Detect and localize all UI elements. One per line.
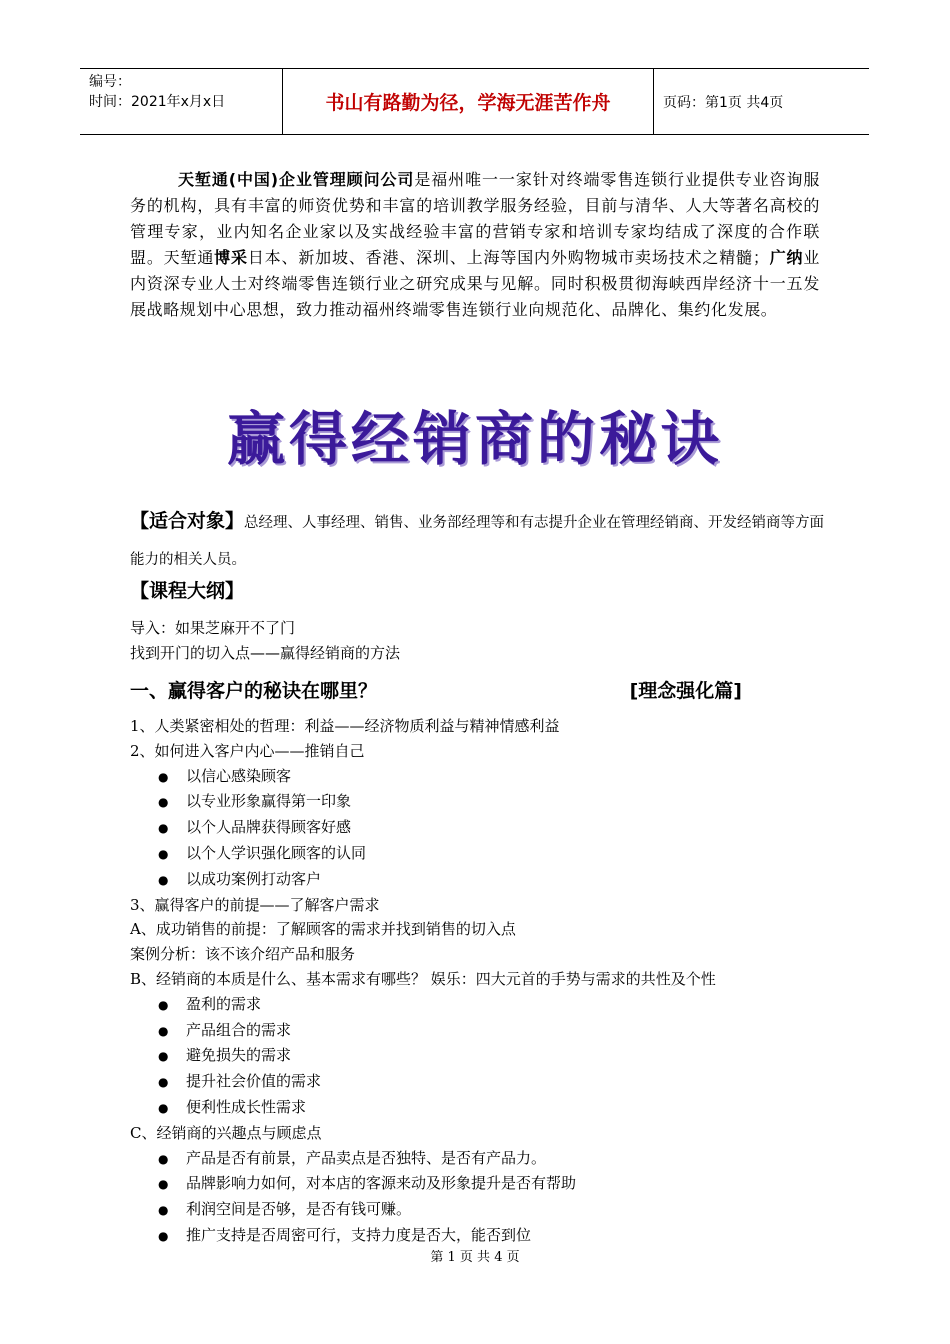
outline-intro-2: 找到开门的切入点——赢得经销商的方法 bbox=[130, 644, 401, 662]
intro-text-2: 日本、新加坡、香港、深圳、上海等国内外购物城市卖场技术之精髓； bbox=[247, 248, 770, 267]
bullet-item: ● 以信心感染顾客 bbox=[130, 764, 830, 790]
list-item: 1、人类紧密相处的哲理：利益——经济物质利益与精神情感利益 bbox=[130, 717, 560, 735]
bullet-icon: ● bbox=[158, 821, 169, 836]
bullet-icon: ● bbox=[158, 1023, 169, 1038]
intro-text-3: 业内资深专业人士对终端零售连锁行业之研究成果与见解。同时积极贯彻海峡西岸经济十一五发展战略规划中心思想，致力推动福州终端零售连锁行业向规范化、品牌化、集约化发展。 bbox=[130, 248, 820, 319]
bullet-icon: ● bbox=[158, 846, 169, 861]
page-title: 赢得经销商的秘诀 bbox=[226, 405, 723, 473]
time-label: 时间：2021年x月x日 bbox=[89, 94, 226, 110]
bullet-item: ● 避免损失的需求 bbox=[130, 1043, 830, 1069]
number-label: 编号： bbox=[89, 74, 131, 90]
header-table bbox=[80, 68, 869, 135]
outline-label: 【课程大纲】 bbox=[130, 580, 245, 602]
bullet-item: ● 以专业形象赢得第一印象 bbox=[130, 789, 830, 815]
bullet-item: ● 推广支持是否周密可行，支持力度是否大，能否到位 bbox=[130, 1223, 830, 1249]
page-footer: 第 1 页 共 4 页 bbox=[430, 1250, 520, 1265]
list-item: 3、赢得客户的前提——了解客户需求 bbox=[130, 895, 380, 914]
list-item: B、经销商的本质是什么、基本需求有哪些？ 娱乐：四大元首的手势与需求的共性及个性 bbox=[130, 969, 716, 988]
section-1-title: 一、赢得客户的秘诀在哪里？ bbox=[130, 680, 378, 702]
bullet-icon: ● bbox=[158, 1049, 169, 1064]
bullet-icon: ● bbox=[158, 1203, 169, 1218]
bullet-icon: ● bbox=[158, 1228, 169, 1243]
list-item: 2、如何进入客户内心——推销自己 bbox=[130, 741, 365, 760]
header-motto: 书山有路勤为径，学海无涯苦作舟 bbox=[283, 69, 654, 134]
header-meta-cell bbox=[80, 69, 283, 134]
outline-intro-1: 导入：如果芝麻开不了门 bbox=[130, 619, 296, 637]
audience-text: 总经理、人事经理、销售、业务部经理等和有志提升企业在管理经销商、开发经销商等方面能力的相关人员。 bbox=[130, 515, 825, 568]
bullet-item: ● 产品是否有前景，产品卖点是否独特、是否有产品力。 bbox=[130, 1146, 830, 1172]
bullet-icon: ● bbox=[158, 1100, 169, 1115]
header-page-label: 页码：第1页 共4页 bbox=[663, 94, 784, 111]
bullet-item: ● 以成功案例打动客户 bbox=[130, 867, 830, 893]
section-1-heading bbox=[130, 676, 742, 703]
bullet-item: ● 以个人品牌获得顾客好感 bbox=[130, 815, 830, 841]
company-name: 天堑通(中国)企业管理顾问公司 bbox=[178, 170, 415, 189]
bullet-icon: ● bbox=[158, 1075, 169, 1090]
bullet-icon: ● bbox=[158, 1177, 169, 1192]
bullet-item: ● 提升社会价值的需求 bbox=[130, 1069, 830, 1095]
intro-bold-2: 广纳 bbox=[769, 248, 804, 267]
bullet-item: ● 便利性成长性需求 bbox=[130, 1095, 830, 1121]
intro-paragraph bbox=[130, 167, 820, 323]
bullet-icon: ● bbox=[158, 872, 169, 887]
intro-bold-1: 博采 bbox=[214, 248, 248, 267]
section-1-tag: [理念强化篇] bbox=[629, 680, 742, 702]
bullet-item: ● 以个人学识强化顾客的认同 bbox=[130, 841, 830, 867]
list-item: A、成功销售的前提：了解顾客的需求并找到销售的切入点 bbox=[130, 920, 516, 939]
bullet-item: ● 盈利的需求 bbox=[130, 992, 830, 1018]
audience-section bbox=[130, 503, 830, 578]
bullet-item: ● 品牌影响力如何，对本店的客源来动及形象提升是否有帮助 bbox=[130, 1171, 830, 1197]
bullet-item: ● 利润空间是否够，是否有钱可赚。 bbox=[130, 1197, 830, 1223]
list-item: C、经销商的兴趣点与顾虑点 bbox=[130, 1123, 322, 1142]
bullet-icon: ● bbox=[158, 1151, 169, 1166]
bullet-item: ● 产品组合的需求 bbox=[130, 1018, 830, 1044]
bullet-icon: ● bbox=[158, 997, 169, 1012]
list-item: 案例分析：该不该介绍产品和服务 bbox=[130, 945, 356, 964]
audience-label: 【适合对象】 bbox=[130, 510, 245, 532]
bullet-icon: ● bbox=[158, 769, 169, 784]
bullet-icon: ● bbox=[158, 795, 169, 810]
intro-text-1: 是福州唯一一家针对终端零售连锁行业提供专业咨询服务的机构，具有丰富的师资优势和丰富的培训教学服务经验，目前与清华、人大等著名高校的管理专家，业内知名企业家以及实战经验丰富的营销专家和培训专家均结成了深度的合作联盟。天堑通 bbox=[130, 170, 820, 267]
section-1-list bbox=[130, 714, 830, 1249]
